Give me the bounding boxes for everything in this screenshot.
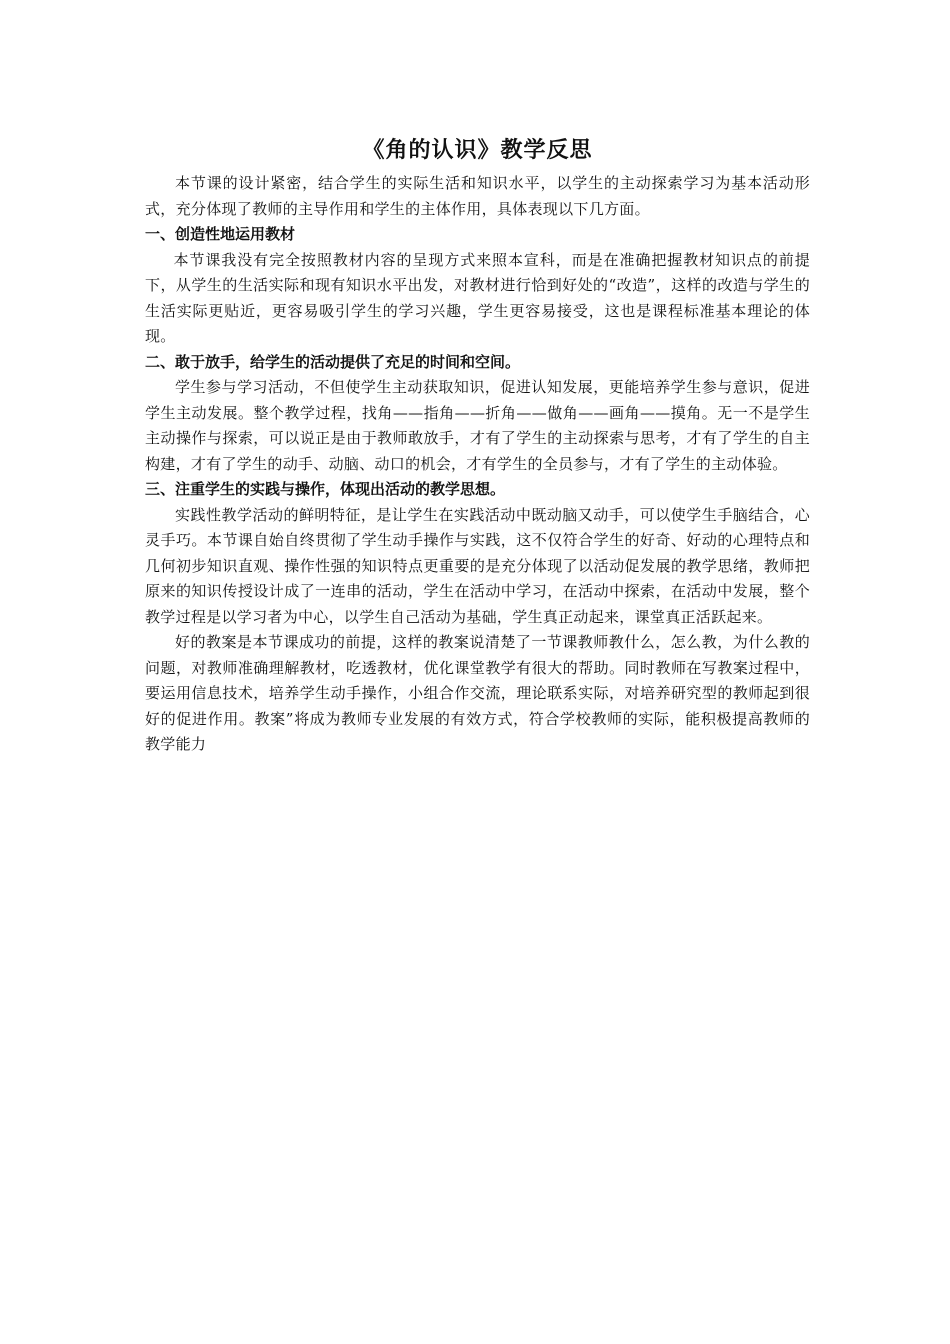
document-body [145,135,810,758]
section-1-body: 本节课我没有完全按照教材内容的呈现方式来照本宣科，而是在准确把握教材知识点的前提下，从学生的生活实际和现有知识水平出发，对教材进行恰到好处的“改造”，这样的改造与学生的生活实际更贴近，更容易吸引学生的学习兴趣，学生更容易接受，这也是课程标准基本理论的体现。 [145,250,810,345]
section-2-body: 学生参与学习活动，不但使学生主动获取知识，促进认知发展，更能培养学生参与意识，促进学生主动发展。整个教学过程，找角——指角——折角——做角——画角——摸角。无一不是学生主动操作与探索，可以说正是由于教师敢放手，才有了学生的主动探索与思考，才有了学生的自主构建，才有了学生的动手、动脑、动口的机会，才有学生的全员参与，才有了学生的主动体验。 [145,378,810,473]
section-3-heading: 三、注重学生的实践与操作，体现出活动的教学思想。 [145,480,506,498]
section-1-heading: 一、创造性地运用教材 [145,225,296,243]
section-3-body: 实践性教学活动的鲜明特征，是让学生在实践活动中既动脑又动手，可以使学生手脑结合，心灵手巧。本节课自始自终贯彻了学生动手操作与实践，这不仅符合学生的好奇、好动的心理特点和几何初步知识直观、操作性强的知识特点更重要的是充分体现了以活动促发展的教学思绪，教师把原来的知识传授设计成了一连串的活动，学生在活动中学习，在活动中探索，在活动中发展，整个教学过程是以学习者为中心，以学生自己活动为基础，学生真正动起来，课堂真正活跃起来。 [145,505,810,626]
page-title: 《角的认识》教学反思 [362,137,593,163]
intro-paragraph: 本节课的设计紧密，结合学生的实际生活和知识水平，以学生的主动探索学习为基本活动形式，充分体现了教师的主导作用和学生的主体作用，具体表现以下几方面。 [145,174,810,218]
section-2-heading: 二、敢于放手，给学生的活动提供了充足的时间和空间。 [145,352,521,371]
closing-paragraph: 好的教案是本节课成功的前提，这样的教案说清楚了一节课教师教什么，怎么教，为什么教的问题，对教师准确理解教材，吃透教材，优化课堂教学有很大的帮助。同时教师在写教案过程中，要运用信息技术，培养学生动手操作，小组合作交流，理论联系实际，对培养研究型的教师起到很好的促进作用。教案”将成为教师专业发展的有效方式，符合学校教师的实际，能积极提高教师的教学能力 [145,633,810,753]
